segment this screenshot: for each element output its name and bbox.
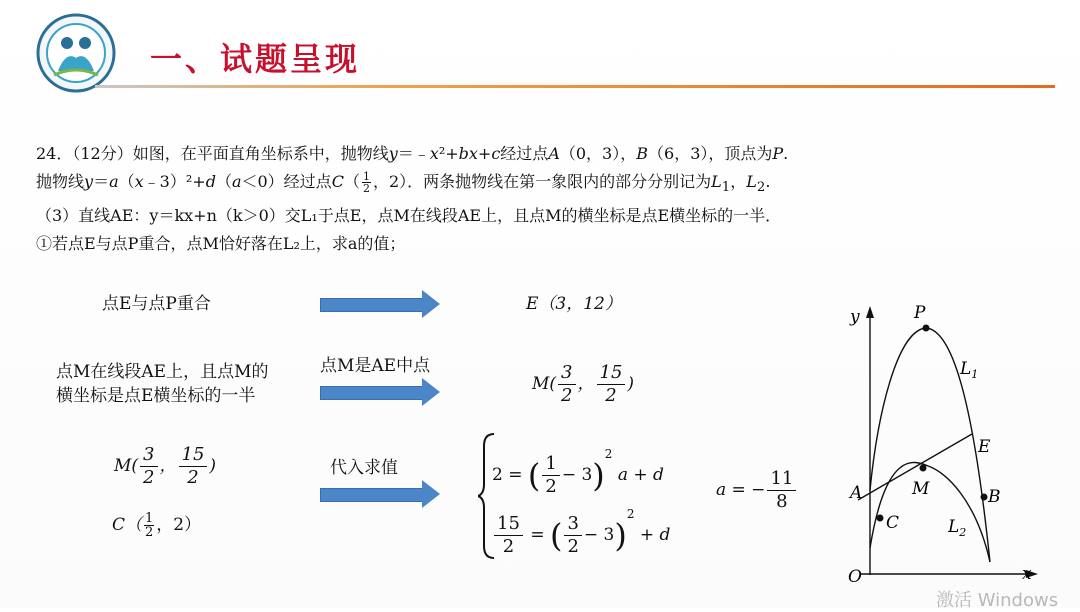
label-o: O bbox=[848, 567, 862, 587]
logo-emblem bbox=[36, 13, 116, 93]
windows-activation-watermark: 激活 Windows bbox=[936, 590, 1059, 611]
fraction-one-half: $\frac{1}{2}$ bbox=[362, 170, 370, 195]
point-b bbox=[981, 494, 988, 501]
problem-line-4: ①若点E与点P重合，点M恰好落在L₂上，求a的值； bbox=[36, 234, 406, 254]
step1-condition: 点E与点P重合 bbox=[102, 294, 211, 314]
point-c bbox=[877, 515, 884, 522]
step2-arrow-label: 点M是AE中点 bbox=[320, 356, 431, 376]
parabola-graph bbox=[836, 300, 1046, 590]
problem-line-3: （3）直线AE：y＝kx+n（k＞0）交L₁于点E，点M在线段AE上，且点M的横坐标是点E横坐标的一半． bbox=[36, 206, 782, 226]
point-p bbox=[923, 325, 930, 332]
label-b: B bbox=[988, 487, 1001, 507]
step3-point-c: C（ $\frac{1}{2}$ ，2） bbox=[112, 511, 202, 540]
y-axis-arrow-icon bbox=[866, 306, 874, 318]
step3-point-m: M( $\frac{3}{2}$ ， $\frac{15}{2}$ ) bbox=[114, 444, 217, 488]
step3-arrow-label: 代入求值 bbox=[330, 458, 398, 478]
equation-1: 2 = ( $\frac{1}{2}$ − 3)$^2$ a + d bbox=[492, 447, 664, 497]
label-l1: $L_1$ bbox=[960, 359, 979, 381]
point-m bbox=[920, 465, 927, 472]
step2-condition-line1: 点M在线段AE上，且点M的 bbox=[56, 362, 269, 382]
label-c: C bbox=[886, 513, 900, 533]
step3-arrow bbox=[320, 484, 440, 504]
step1-arrow bbox=[320, 294, 440, 314]
problem-statement bbox=[36, 140, 1046, 258]
label-y: y bbox=[850, 307, 860, 327]
label-x: x bbox=[1022, 564, 1032, 584]
step2-condition-line2: 横坐标是点E横坐标的一半 bbox=[56, 386, 256, 406]
step2-result: M( $\frac{3}{2}$ ， $\frac{15}{2}$ ) bbox=[532, 362, 635, 406]
problem-line-2: 抛物线y＝a（x﹣3）²+d（a＜0）经过点C（ $\frac{1}{2}$ ，2）．两条抛物线在第一象限内的部分分别记为$L_1$，$L_2$. bbox=[36, 170, 771, 196]
section-title: 一、试题呈现 bbox=[150, 40, 361, 78]
equation-2: $\frac{15}{2}$ = ( $\frac{3}{2}$ − 3)$^2$ + d bbox=[492, 502, 670, 558]
step2-arrow bbox=[320, 382, 440, 402]
step1-result: E（3，12） bbox=[526, 294, 622, 314]
answer-a: a = − $\frac{11}{8}$ bbox=[716, 468, 798, 513]
label-e: E bbox=[978, 437, 991, 457]
label-l2: $L_2$ bbox=[948, 517, 967, 539]
label-m: M bbox=[912, 479, 930, 499]
label-p: P bbox=[914, 303, 926, 323]
label-a: A bbox=[850, 483, 863, 503]
title-underline bbox=[95, 85, 1055, 88]
problem-line-1: 24．（12分）如图，在平面直角坐标系中，抛物线y＝﹣x²+bx+c经过点A（0，3），B（6，3），顶点为P. bbox=[36, 144, 789, 163]
